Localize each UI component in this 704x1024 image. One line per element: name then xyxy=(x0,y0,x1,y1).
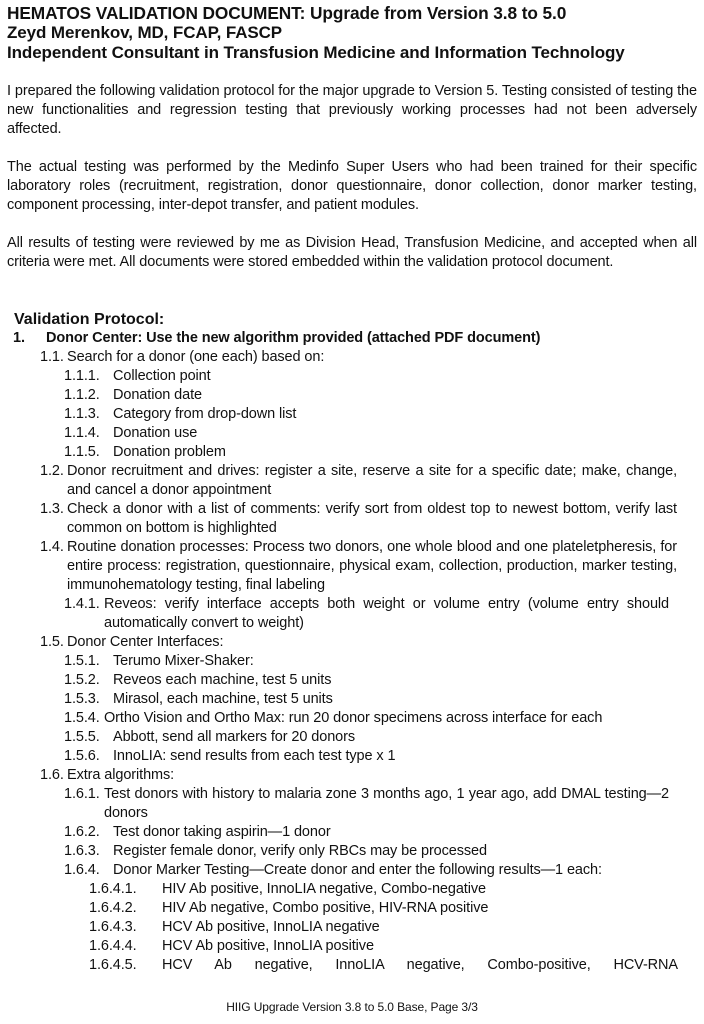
item-text: Donor Center: Use the new algorithm provided (attached PDF document) xyxy=(46,330,541,346)
item-number: 1.1. xyxy=(40,349,64,365)
item-text: Test donors with history to malaria zone 3 months ago, 1 year ago, add DMAL testing—2 donors xyxy=(104,786,669,821)
intro-paragraph: I prepared the following validation protocol for the major upgrade to Version 5. Testing consisted of testing the new functionalities and regression testing that previously working processes had not been adversely affected. xyxy=(7,83,697,137)
item-number: 1.6.4.3. xyxy=(89,919,137,935)
item-text: Donor Marker Testing—Create donor and enter the following results—1 each: xyxy=(113,862,602,878)
item-number: 1.6.4.4. xyxy=(89,938,137,954)
item-text: Search for a donor (one each) based on: xyxy=(67,349,325,365)
item-text: InnoLIA: send results from each test type x 1 xyxy=(113,748,396,764)
item-text: HCV Ab negative, InnoLIA negative, Combo-positive, HCV-RNA xyxy=(162,957,678,973)
item-number: 1.5.5. xyxy=(64,729,100,745)
item-number: 1.5.2. xyxy=(64,672,100,688)
protocol-item xyxy=(64,785,697,823)
protocol-item xyxy=(64,386,697,405)
item-text: Category from drop-down list xyxy=(113,406,297,422)
item-text: Donor Center Interfaces: xyxy=(67,634,224,650)
review-paragraph: All results of testing were reviewed by me as Division Head, Transfusion Medicine, and accepted when all criteria were met. All documents were stored embedded within the validation protocol document. xyxy=(7,235,697,270)
item-text: Reveos: verify interface accepts both weight or volume entry (volume entry should automatically convert to weight) xyxy=(104,596,669,631)
protocol-item xyxy=(64,443,697,462)
item-number: 1.4.1. xyxy=(64,596,100,612)
item-text: Test donor taking aspirin—1 donor xyxy=(113,824,331,840)
item-number: 1. xyxy=(13,330,25,346)
item-number: 1.1.5. xyxy=(64,444,100,460)
page-footer: HIIG Upgrade Version 3.8 to 5.0 Base, Page 3/3 xyxy=(226,1000,478,1014)
item-text: Routine donation processes: Process two donors, one whole blood and one plateletpheresis, for entire process: registration, questionnaire, physical exam, collection, production, marker testing, immunohematology testing, final labeling xyxy=(67,539,677,593)
protocol-item xyxy=(40,538,697,595)
protocol-item xyxy=(89,899,697,918)
testing-paragraph: The actual testing was performed by the Medinfo Super Users who had been trained for their specific laboratory roles (recruitment, registration, donor questionnaire, donor collection, donor marker testing, component processing, inter-depot transfer, and patient modules. xyxy=(7,159,697,213)
item-number: 1.6.2. xyxy=(64,824,100,840)
item-number: 1.5. xyxy=(40,634,64,650)
protocol-item xyxy=(64,690,697,709)
protocol-item xyxy=(40,633,697,652)
item-text: Donor recruitment and drives: register a site, reserve a site for a specific date; make, change, and cancel a donor appointment xyxy=(67,463,677,498)
item-number: 1.6.1. xyxy=(64,786,100,802)
item-number: 1.1.2. xyxy=(64,387,100,403)
item-number: 1.5.6. xyxy=(64,748,100,764)
protocol-item xyxy=(64,424,697,443)
item-text: Abbott, send all markers for 20 donors xyxy=(113,729,356,745)
protocol-item xyxy=(64,405,697,424)
item-number: 1.4. xyxy=(40,539,64,555)
item-number: 1.5.1. xyxy=(64,653,100,669)
protocol-item xyxy=(89,937,697,956)
protocol-item xyxy=(40,500,697,538)
item-number: 1.6.4. xyxy=(64,862,100,878)
protocol-item xyxy=(40,766,697,785)
item-number: 1.5.4. xyxy=(64,710,100,726)
item-number: 1.6.4.2. xyxy=(89,900,137,916)
protocol-item xyxy=(64,842,697,861)
protocol-item xyxy=(64,747,697,766)
protocol-list xyxy=(7,329,697,975)
protocol-item xyxy=(64,728,697,747)
item-text: HIV Ab negative, Combo positive, HIV-RNA positive xyxy=(162,900,489,916)
item-text: Donation problem xyxy=(113,444,226,460)
item-number: 1.3. xyxy=(40,501,64,517)
item-number: 1.6.4.5. xyxy=(89,957,137,973)
item-number: 1.6. xyxy=(40,767,64,783)
protocol-item xyxy=(64,823,697,842)
item-text: Check a donor with a list of comments: verify sort from oldest top to newest bottom, verify last common on bottom is highlighted xyxy=(67,501,677,536)
item-text: Mirasol, each machine, test 5 units xyxy=(113,691,333,707)
item-number: 1.5.3. xyxy=(64,691,100,707)
item-text: Donation date xyxy=(113,387,202,403)
item-number: 1.1.1. xyxy=(64,368,100,384)
protocol-item xyxy=(89,956,697,975)
protocol-item xyxy=(89,880,697,899)
item-text: Donation use xyxy=(113,425,198,441)
protocol-heading: Validation Protocol: xyxy=(14,311,165,328)
item-text: Terumo Mixer-Shaker: xyxy=(113,653,254,669)
protocol-item xyxy=(64,595,697,633)
item-text: HCV Ab positive, InnoLIA positive xyxy=(162,938,374,954)
item-number: 1.1.3. xyxy=(64,406,100,422)
item-text: Reveos each machine, test 5 units xyxy=(113,672,332,688)
item-number: 1.1.4. xyxy=(64,425,100,441)
protocol-item xyxy=(89,918,697,937)
protocol-item xyxy=(40,348,697,367)
item-number: 1.6.3. xyxy=(64,843,100,859)
author-affiliation: Independent Consultant in Transfusion Medicine and Information Technology xyxy=(7,43,625,62)
protocol-item xyxy=(40,462,697,500)
item-text: HCV Ab positive, InnoLIA negative xyxy=(162,919,380,935)
item-text: Collection point xyxy=(113,368,211,384)
author-name: Zeyd Merenkov, MD, FCAP, FASCP xyxy=(7,23,283,42)
item-number: 1.6.4.1. xyxy=(89,881,137,897)
document-title: HEMATOS VALIDATION DOCUMENT: Upgrade from Version 3.8 to 5.0 xyxy=(7,3,567,23)
protocol-item xyxy=(64,709,697,728)
protocol-item xyxy=(64,861,697,880)
item-number: 1.2. xyxy=(40,463,64,479)
protocol-item xyxy=(64,671,697,690)
item-text: Extra algorithms: xyxy=(67,767,175,783)
document-page xyxy=(7,0,697,975)
item-text: Register female donor, verify only RBCs may be processed xyxy=(113,843,487,859)
protocol-item xyxy=(64,367,697,386)
protocol-item xyxy=(13,329,697,348)
item-text: HIV Ab positive, InnoLIA negative, Combo-negative xyxy=(162,881,486,897)
protocol-item xyxy=(64,652,697,671)
item-text: Ortho Vision and Ortho Max: run 20 donor specimens across interface for each xyxy=(104,710,603,726)
